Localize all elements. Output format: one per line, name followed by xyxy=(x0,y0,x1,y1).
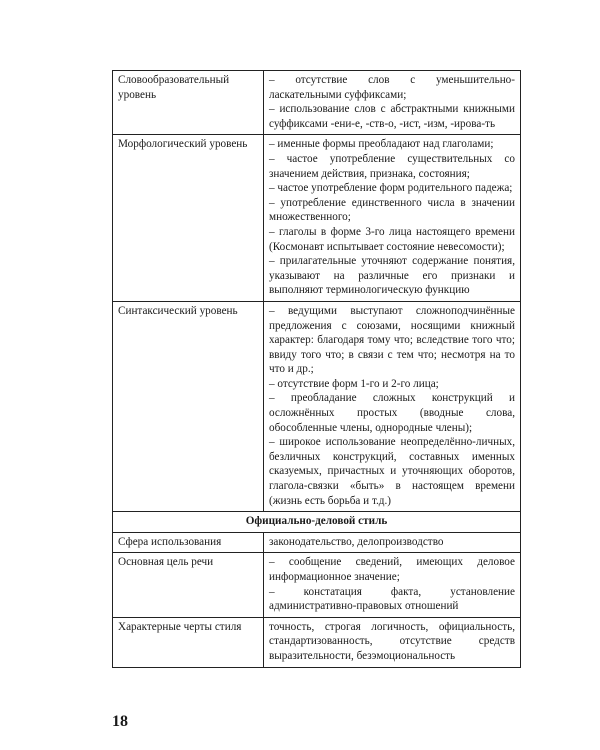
list-item: точность, строгая логичность, официальность, стандартизованность, отсутствие средств выразительности, безэмоциональность xyxy=(269,620,515,662)
list-item: – употребление единственного числа в значении множественного; xyxy=(269,196,515,224)
list-item: – частое употребление существительных со значением действия, признака, состояния; xyxy=(269,152,515,180)
row-term: Основная цель речи xyxy=(113,553,264,617)
list-item: – констатация факта, установление административно-правовых отношений xyxy=(269,585,515,613)
row-term: Характерные черты стиля xyxy=(113,617,264,667)
list-item: – отсутствие слов с уменьшительно-ласкательными суффиксами; xyxy=(269,74,515,101)
list-item: – использование слов с абстрактными книжными суффиксами -ени-е, -ств-о, -ист, -изм, -ирова-ть xyxy=(269,103,515,130)
row-description xyxy=(264,553,521,617)
list-item: – ведущими выступают сложноподчинённые предложения с союзами, носящими книжный характер: благодаря тому что; вследствие того что; ввиду того что; в связи с тем что; несмотря на то что и др.; xyxy=(269,304,515,376)
list-item: – прилагательные уточняют содержание понятия, указывают на различные его признаки и выполняют терминологическую функцию xyxy=(269,255,515,297)
row-term: Сфера использования xyxy=(113,532,264,553)
list-item: – частое употребление форм родительного падежа; xyxy=(269,182,513,195)
row-description xyxy=(264,135,521,302)
table-row xyxy=(113,135,521,302)
list-item: – глаголы в форме 3-го лица настоящего времени (Космонавт испытывает состояние невесомости); xyxy=(269,225,515,253)
section-row xyxy=(113,512,521,533)
list-item: – широкое использование неопределённо-личных, безличных конструкций, составных именных сказуемых, причастных и уточняющих оборотов, глагола-связки «быть» в настоящем времени (жизнь есть борьба и т.д.) xyxy=(269,436,515,507)
list-item: – отсутствие форм 1-го и 2-го лица; xyxy=(269,377,439,390)
page-number: 18 xyxy=(112,713,128,730)
list-item: законодательство, делопроизводство xyxy=(269,535,444,548)
row-term: Морфологический уровень xyxy=(113,135,264,302)
row-term: Синтаксический уровень xyxy=(113,301,264,511)
row-description xyxy=(264,301,521,511)
table-row xyxy=(113,617,521,667)
row-term: Словообразовательный уровень xyxy=(113,71,264,135)
table-row xyxy=(113,553,521,617)
table-row xyxy=(113,532,521,553)
table-row xyxy=(113,71,521,135)
row-description xyxy=(264,71,521,135)
section-title: Официально-деловой стиль xyxy=(113,512,521,533)
list-item: – сообщение сведений, имеющих деловое информационное значение; xyxy=(269,556,515,583)
row-description xyxy=(264,532,521,553)
list-item: – именные формы преобладают над глаголами; xyxy=(269,138,494,151)
table-body xyxy=(113,71,521,668)
style-characteristics-table xyxy=(112,70,521,668)
row-description xyxy=(264,617,521,667)
table-row xyxy=(113,301,521,511)
list-item: – преобладание сложных конструкций и осложнённых простых (вводные слова, обособленные члены, однородные члены); xyxy=(269,392,515,434)
